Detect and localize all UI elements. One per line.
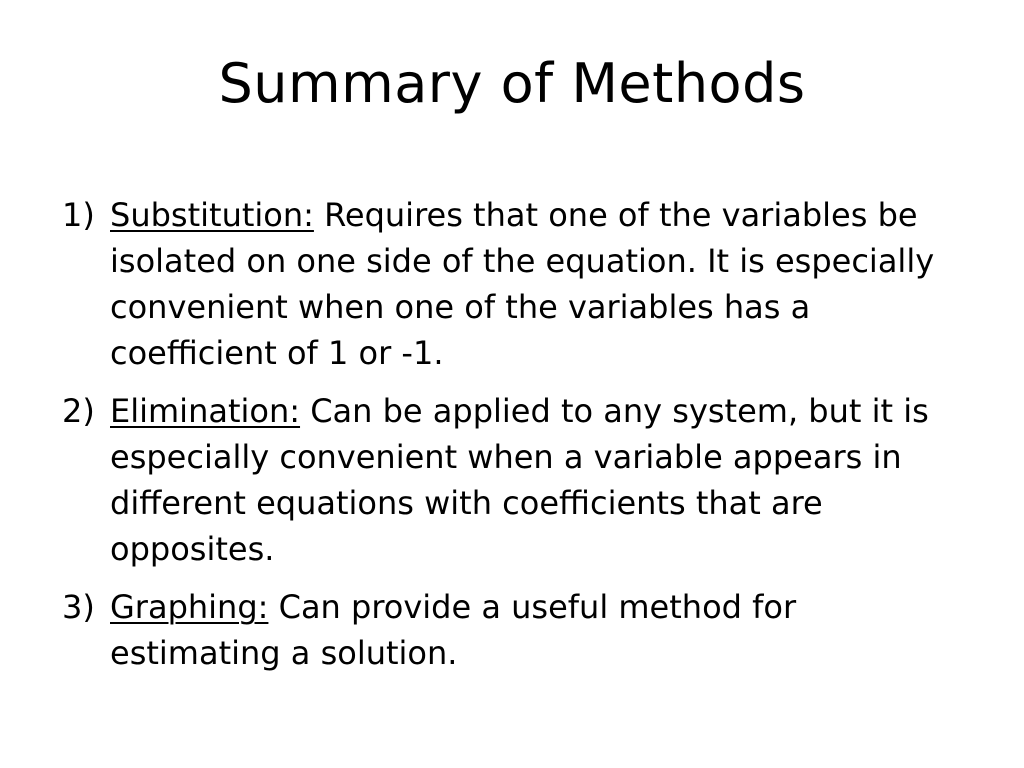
method-item-substitution [62, 192, 962, 376]
method-name: Substitution: [110, 196, 314, 234]
method-name: Graphing: [110, 588, 269, 626]
method-description: Can be applied to any system, but it is especially convenient when a variable appears in different equations with coefficients that are opposites. [110, 392, 929, 568]
method-name: Elimination: [110, 392, 301, 430]
method-description: Requires that one of the variables be isolated on one side of the equation. It is especially convenient when one of the variables has a coefficient of 1 or -1. [110, 196, 935, 372]
method-list [62, 192, 962, 688]
method-item-elimination [62, 388, 962, 572]
method-description: Can provide a useful method for estimating a solution. [110, 588, 797, 672]
method-number: 2) [62, 392, 95, 430]
method-number: 1) [62, 196, 95, 234]
method-number: 3) [62, 588, 95, 626]
method-item-graphing [62, 584, 962, 676]
slide-title: Summary of Methods [218, 52, 806, 115]
